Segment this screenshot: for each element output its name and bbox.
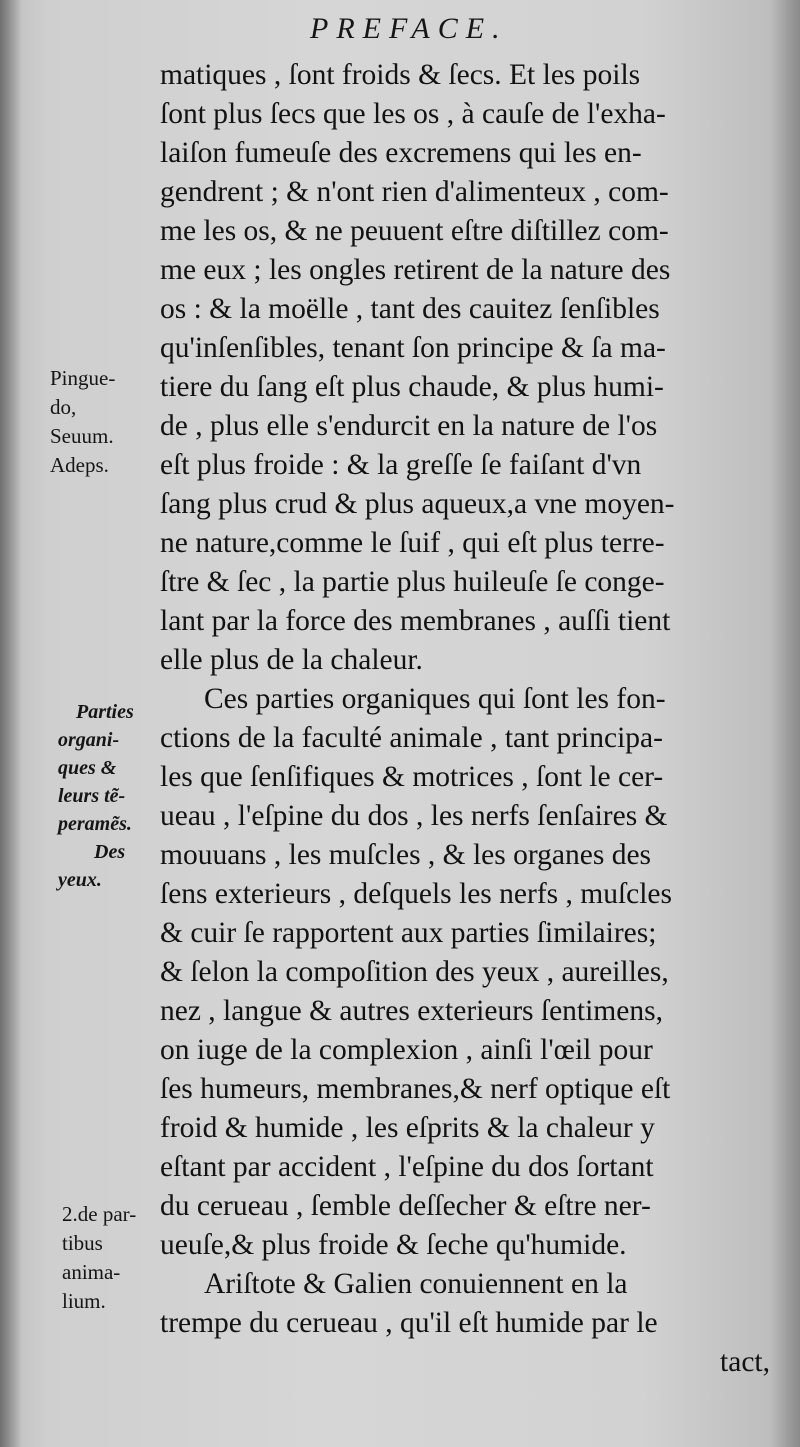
text-line: ſtre & ſec , la partie plus huileuſe ſe conge-	[160, 566, 665, 598]
text-line: & ſelon la compoſition des yeux , aureilles,	[160, 956, 669, 988]
running-head: PREFACE.	[310, 12, 508, 45]
margin-note-line: Des	[94, 841, 126, 863]
margin-note-line: Seuum.	[50, 424, 114, 448]
text-line: lant par la force des membranes , auſſi tient	[160, 605, 671, 637]
margin-note-line: lium.	[62, 1289, 106, 1313]
margin-note-line: ques &	[58, 757, 117, 779]
margin-note-de-partibus	[62, 1200, 136, 1316]
text-line: ſont plus ſecs que les os , à cauſe de l'exha-	[160, 98, 666, 130]
body-text	[160, 56, 770, 1382]
text-line: & cuir ſe rapportent aux parties ſimilaires;	[160, 917, 657, 949]
margin-note-line: Parties	[76, 701, 134, 723]
page-edge-shadow	[770, 0, 800, 1447]
text-line: on iuge de la complexion , ainſi l'œil pour	[160, 1034, 653, 1066]
text-line: tiere du ſang eſt plus chaude, & plus humi-	[160, 371, 664, 403]
text-line: laiſon fumeuſe des excremens qui les en-	[160, 137, 642, 169]
paragraph-start-line: Ariſtote & Galien conuiennent en la	[204, 1268, 628, 1300]
binding-shadow	[0, 0, 22, 1447]
text-line: ctions de la faculté animale , tant principa-	[160, 722, 663, 754]
margin-note-line: leurs tẽ-	[58, 785, 126, 807]
text-line: me les os, & ne peuuent eſtre diſtillez com-	[160, 215, 669, 247]
text-line: eſt plus froide : & la greſſe ſe faiſant d'vn	[160, 449, 642, 481]
text-line: les que ſenſifiques & motrices , ſont le cer-	[160, 761, 664, 793]
margin-note-line: do,	[50, 395, 77, 419]
margin-note-line: Pingue-	[50, 366, 116, 390]
text-line: ueau , l'eſpine du dos , les nerfs ſenſaires &	[160, 800, 668, 832]
text-line: qu'inſenſibles, tenant ſon principe & ſa ma-	[160, 332, 666, 364]
margin-note-line: organi-	[58, 729, 120, 751]
catchword: tact,	[720, 1346, 770, 1378]
text-line: du cerueau , ſemble deſſecher & eſtre ner-	[160, 1190, 651, 1222]
text-line: me eux ; les ongles retirent de la nature des	[160, 254, 671, 286]
margin-note-line: tibus	[62, 1231, 103, 1255]
paragraph-start-line: Ces parties organiques qui ſont les fon-	[204, 683, 666, 715]
text-line: ne nature,comme le ſuif , qui eſt plus terre-	[160, 527, 665, 559]
text-line: elle plus de la chaleur.	[160, 644, 423, 676]
text-line: ſens exterieurs , deſquels les nerfs , muſcles	[160, 878, 673, 910]
text-line: mouuans , les muſcles , & les organes des	[160, 839, 652, 871]
text-line: matiques , ſont froids & ſecs. Et les poils	[160, 59, 641, 91]
text-line: ueuſe,& plus froide & ſeche qu'humide.	[160, 1229, 627, 1261]
text-line: os : & la moëlle , tant des cauitez ſenſibles	[160, 293, 660, 325]
margin-note-line: 2.de par-	[62, 1202, 137, 1226]
margin-note-line: anima-	[62, 1260, 121, 1284]
text-line: de , plus elle s'endurcit en la nature de l'os	[160, 410, 658, 442]
text-line: froid & humide , les eſprits & la chaleur y	[160, 1112, 655, 1144]
text-line: eſtant par accident , l'eſpine du dos ſortant	[160, 1151, 654, 1183]
margin-note-pinguedo	[50, 364, 115, 480]
text-line: gendrent ; & n'ont rien d'alimenteux , com-	[160, 176, 669, 208]
text-line: nez , langue & autres exterieurs ſentimens,	[160, 995, 663, 1027]
margin-note-line: Adeps.	[50, 453, 109, 477]
margin-note-line: yeux.	[58, 869, 102, 891]
margin-note-line: peramẽs.	[58, 813, 132, 835]
margin-note-parties-organiques	[58, 698, 134, 894]
text-line: ſes humeurs, membranes,& nerf optique eſt	[160, 1073, 671, 1105]
text-line: ſang plus crud & plus aqueux,a vne moyen-	[160, 488, 675, 520]
text-line: trempe du cerueau , qu'il eſt humide par le	[160, 1307, 658, 1339]
